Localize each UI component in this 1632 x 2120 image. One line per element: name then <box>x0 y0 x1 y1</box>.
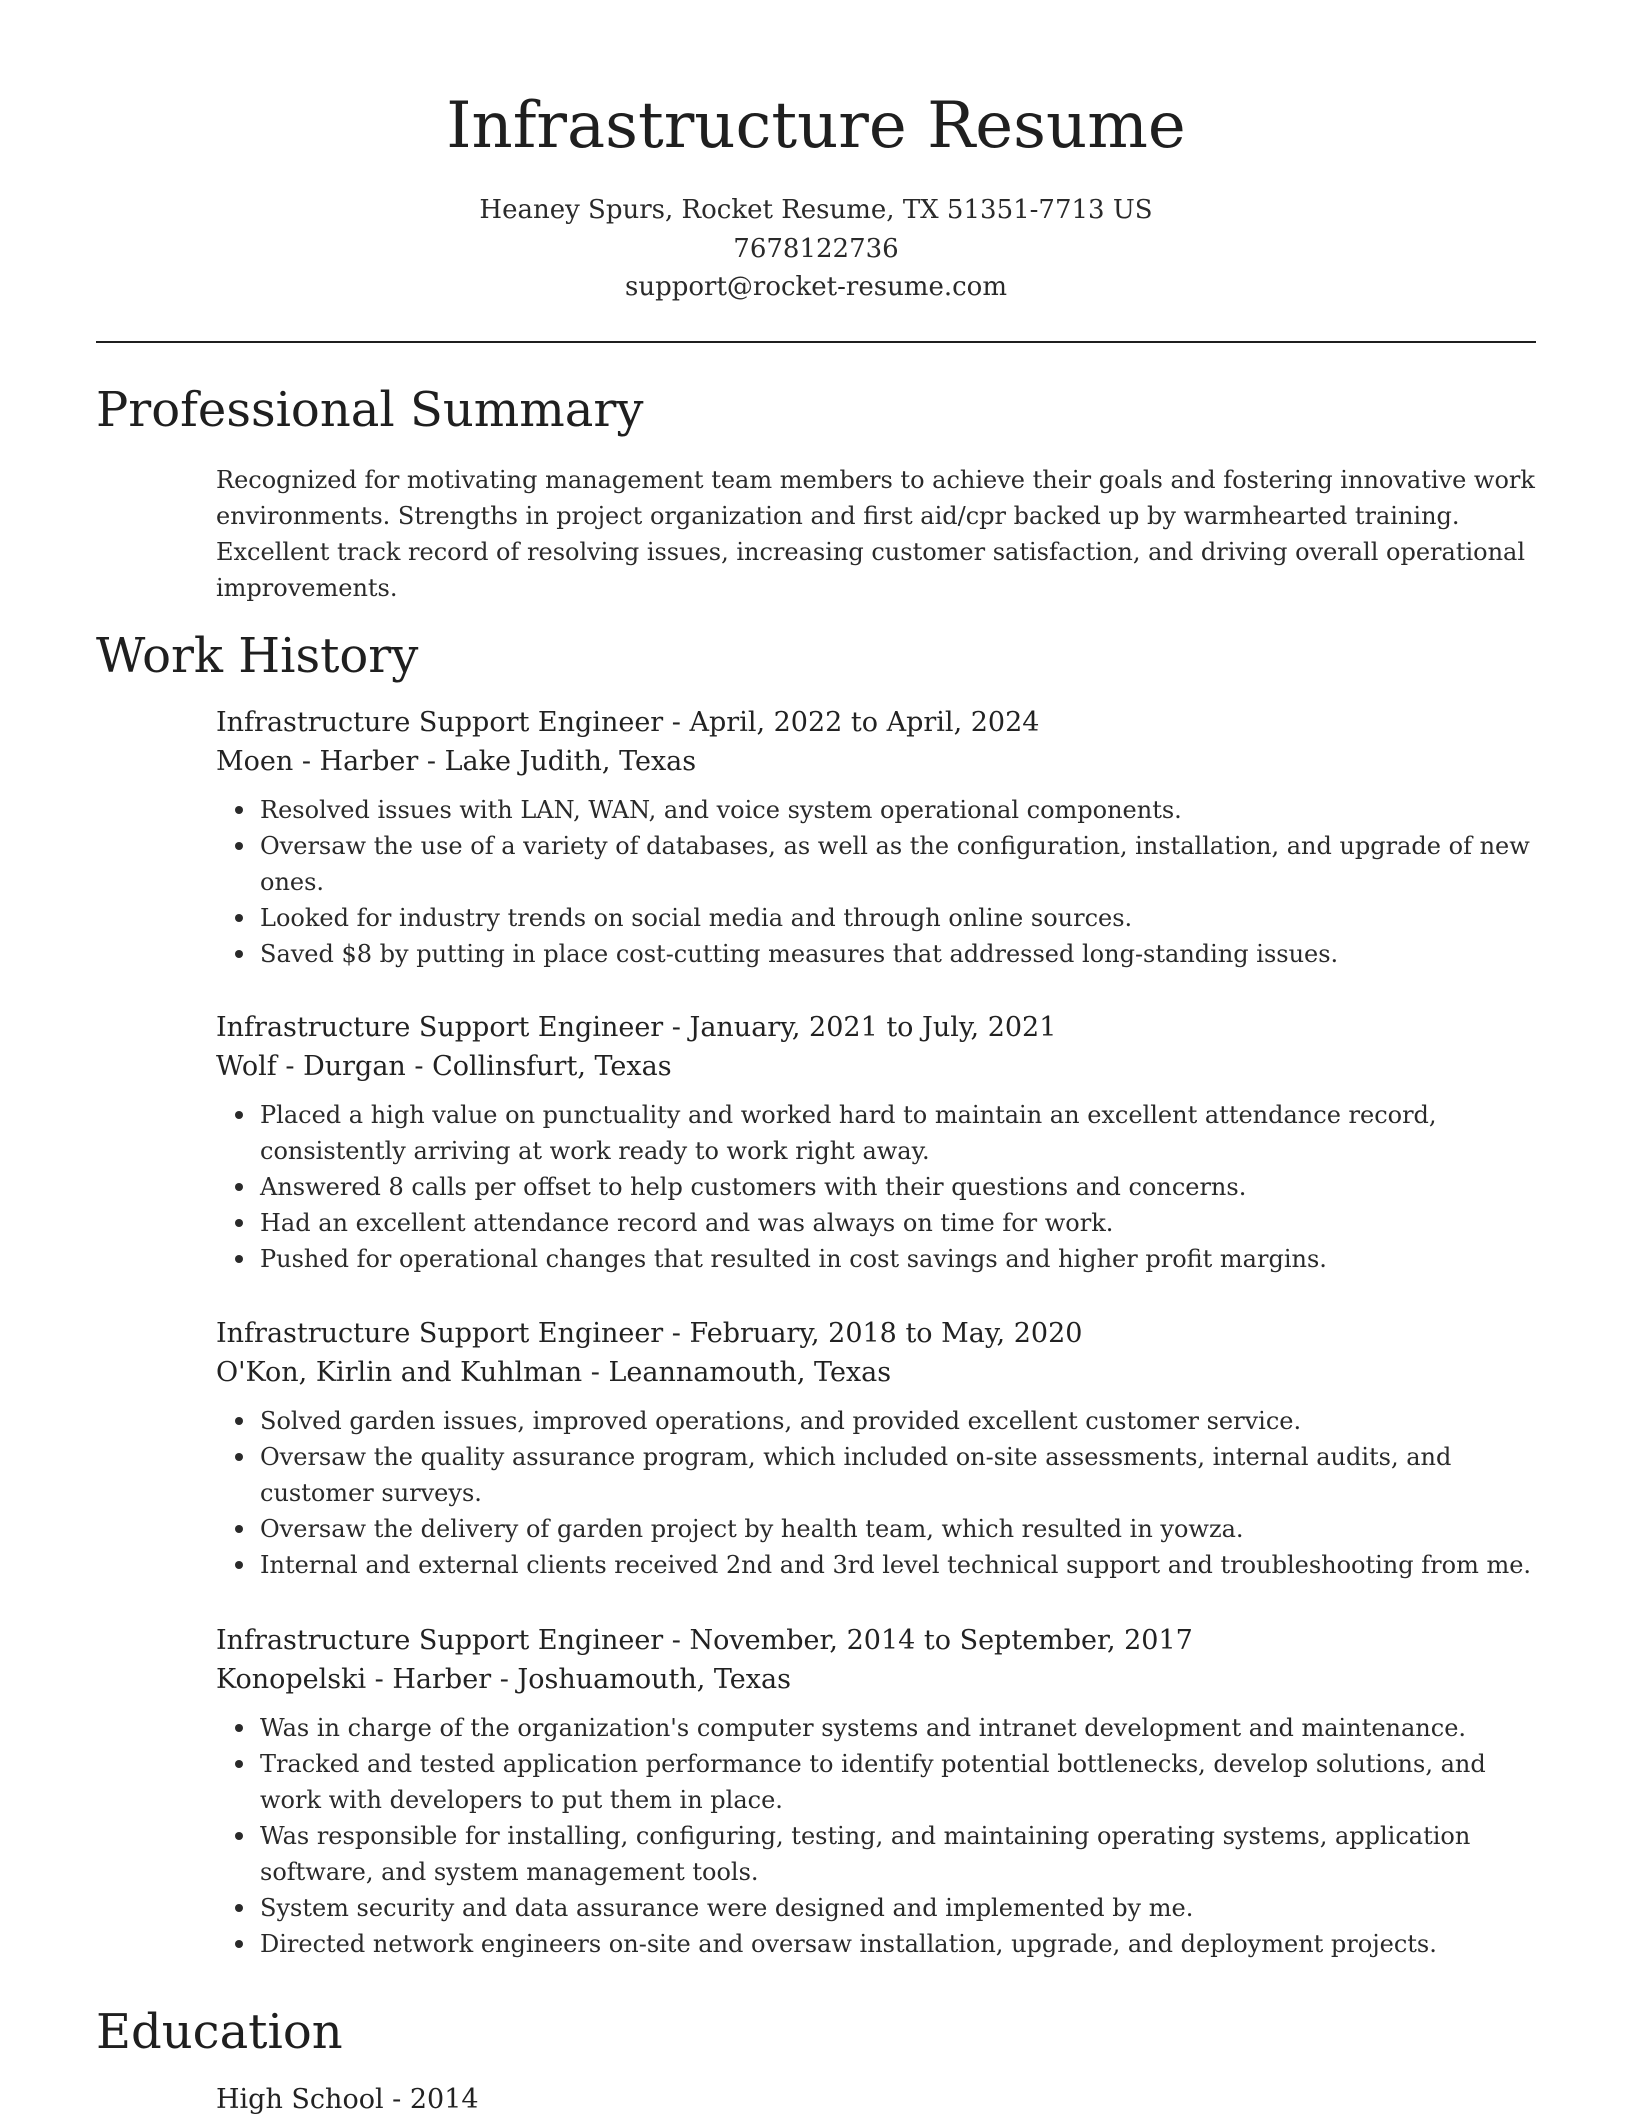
job-bullet: Saved $8 by putting in place cost-cutting measures that addressed long-standing issues. <box>260 936 1536 972</box>
job-bullets <box>216 792 1536 972</box>
job-bullet: Looked for industry trends on social media and through online sources. <box>260 900 1536 936</box>
job-location: Joshuamouth, Texas <box>517 1664 791 1695</box>
section-heading-education: Education <box>96 2004 343 2060</box>
job-company-line: Wolf - Durgan - Collinsfurt, Texas <box>216 1051 672 1082</box>
job-bullet: Pushed for operational changes that resulted in cost savings and higher profit margins. <box>260 1241 1536 1277</box>
header-divider <box>96 341 1536 343</box>
contact-address: Heaney Spurs, Rocket Resume, TX 51351-7713 US <box>479 195 1153 225</box>
job-location: Leannamouth, Texas <box>608 1357 892 1388</box>
job-bullet: Answered 8 calls per offset to help customers with their questions and concerns. <box>260 1169 1536 1205</box>
job-bullet: System security and data assurance were designed and implemented by me. <box>260 1890 1536 1926</box>
job-company-line: Konopelski - Harber - Joshuamouth, Texas <box>216 1664 791 1695</box>
job-bullet: Solved garden issues, improved operations, and provided excellent customer service. <box>260 1403 1536 1439</box>
job-entry <box>216 1008 1536 1277</box>
job-bullet: Oversaw the quality assurance program, which included on-site assessments, internal audits, and customer surveys. <box>260 1439 1536 1511</box>
job-bullets <box>216 1403 1536 1583</box>
resume-title: Infrastructure Resume <box>446 89 1186 163</box>
job-location: Lake Judith, Texas <box>444 746 697 777</box>
job-dates: February, 2018 to May, 2020 <box>689 1318 1083 1349</box>
job-entry <box>216 1314 1536 1583</box>
job-company: Moen - Harber <box>216 746 419 777</box>
section-heading-summary: Professional Summary <box>96 382 644 438</box>
summary-text: Recognized for motivating management team members to achieve their goals and fostering innovative work environments. Strengths in project organization and first aid/cpr backed up by warmhearted training. Excellent track record of resolving issues, increasing customer satisfaction, and driving overall operational improvements. <box>216 466 1535 602</box>
job-bullet: Internal and external clients received 2nd and 3rd level technical support and troubleshooting from me. <box>260 1547 1536 1583</box>
job-title: Infrastructure Support Engineer <box>216 707 664 738</box>
job-company-line: O'Kon, Kirlin and Kuhlman - Leannamouth, Texas <box>216 1357 892 1388</box>
job-title: Infrastructure Support Engineer <box>216 1012 664 1043</box>
job-bullet: Directed network engineers on-site and oversaw installation, upgrade, and deployment projects. <box>260 1926 1536 1962</box>
job-bullet: Oversaw the use of a variety of databases, as well as the configuration, installation, and upgrade of new ones. <box>260 828 1536 900</box>
job-bullets <box>216 1097 1536 1277</box>
job-bullets <box>216 1710 1536 1962</box>
section-heading-work-history: Work History <box>96 628 419 684</box>
job-dates: April, 2022 to April, 2024 <box>689 707 1040 738</box>
education-entry: High School - 2014 <box>216 2084 479 2115</box>
job-bullet: Placed a high value on punctuality and worked hard to maintain an excellent attendance record, consistently arriving at work ready to work right away. <box>260 1097 1536 1169</box>
job-heading: Infrastructure Support Engineer - November, 2014 to September, 2017 <box>216 1625 1193 1656</box>
job-company-line: Moen - Harber - Lake Judith, Texas <box>216 746 697 777</box>
job-entry <box>216 703 1536 972</box>
job-bullet: Oversaw the delivery of garden project by health team, which resulted in yowza. <box>260 1511 1536 1547</box>
job-company: Wolf - Durgan <box>216 1051 406 1082</box>
job-title: Infrastructure Support Engineer <box>216 1625 664 1656</box>
job-entry <box>216 1621 1536 1962</box>
job-title: Infrastructure Support Engineer <box>216 1318 664 1349</box>
job-heading: Infrastructure Support Engineer - February, 2018 to May, 2020 <box>216 1318 1083 1349</box>
contact-email: support@rocket-resume.com <box>624 272 1007 302</box>
job-heading: Infrastructure Support Engineer - January, 2021 to July, 2021 <box>216 1012 1057 1043</box>
job-location: Collinsfurt, Texas <box>432 1051 672 1082</box>
job-company: Konopelski - Harber <box>216 1664 492 1695</box>
contact-phone: 7678122736 <box>733 234 899 264</box>
job-bullet: Was responsible for installing, configuring, testing, and maintaining operating systems, application software, and system management tools. <box>260 1818 1536 1890</box>
job-company: O'Kon, Kirlin and Kuhlman <box>216 1357 583 1388</box>
job-heading: Infrastructure Support Engineer - April, 2022 to April, 2024 <box>216 707 1040 738</box>
job-bullet: Resolved issues with LAN, WAN, and voice system operational components. <box>260 792 1536 828</box>
job-bullet: Was in charge of the organization's computer systems and intranet development and maintenance. <box>260 1710 1536 1746</box>
job-bullet: Tracked and tested application performance to identify potential bottlenecks, develop solutions, and work with developers to put them in place. <box>260 1746 1536 1818</box>
job-dates: November, 2014 to September, 2017 <box>689 1625 1193 1656</box>
job-dates: January, 2021 to July, 2021 <box>689 1012 1057 1043</box>
job-bullet: Had an excellent attendance record and was always on time for work. <box>260 1205 1536 1241</box>
